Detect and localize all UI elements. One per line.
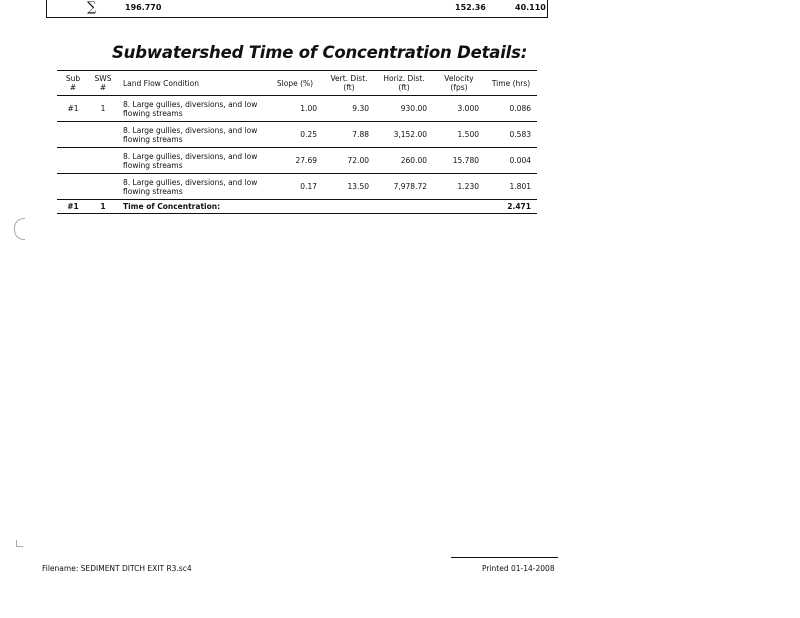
cell-horiz-dist: 7,978.72 [375,174,433,200]
scan-mark [14,218,25,240]
section-title: Subwatershed Time of Concentration Details: [112,43,528,62]
cell-slope: 0.17 [267,174,323,200]
cell-velocity: 15.780 [433,148,485,174]
total-sws: 1 [89,200,117,214]
summary-value-1: 152.36 [455,3,486,12]
total-label: Time of Concentration: [117,200,485,214]
cell-condition: 8. Large gullies, diversions, and low flowing streams [117,96,267,122]
header-land-flow-condition: Land Flow Condition [117,71,267,96]
footer-rule [451,557,558,558]
table-row [57,174,537,200]
cell-condition: 8. Large gullies, diversions, and low flowing streams [117,122,267,148]
summary-strip [46,0,548,18]
cell-sub [57,122,89,148]
cell-vert-dist: 7.88 [323,122,375,148]
total-time: 2.471 [485,200,537,214]
cell-horiz-dist: 260.00 [375,148,433,174]
footer-printed-date: Printed 01-14-2008 [482,564,555,573]
cell-sws: 1 [89,96,117,122]
table-row [57,148,537,174]
cell-sub [57,148,89,174]
cell-condition: 8. Large gullies, diversions, and low flowing streams [117,148,267,174]
cell-vert-dist: 13.50 [323,174,375,200]
cell-time: 0.086 [485,96,537,122]
cell-horiz-dist: 3,152.00 [375,122,433,148]
summary-total: 196.770 [125,3,162,12]
cell-vert-dist: 9.30 [323,96,375,122]
cell-horiz-dist: 930.00 [375,96,433,122]
cell-velocity: 1.230 [433,174,485,200]
header-sws: SWS # [89,71,117,96]
footer-filename: Filename: SEDIMENT DITCH EXIT R3.sc4 [42,564,192,573]
table-row [57,96,537,122]
cell-sws [89,148,117,174]
time-of-concentration-table [57,70,537,214]
cell-time: 1.801 [485,174,537,200]
header-vert-dist: Vert. Dist. (ft) [323,71,375,96]
cell-time: 0.004 [485,148,537,174]
summary-value-2: 40.110 [515,3,546,12]
table-row [57,122,537,148]
cell-velocity: 3.000 [433,96,485,122]
header-horiz-dist: Horiz. Dist. (ft) [375,71,433,96]
total-sub: #1 [57,200,89,214]
cell-vert-dist: 72.00 [323,148,375,174]
header-time: Time (hrs) [485,71,537,96]
cell-sws [89,122,117,148]
header-velocity: Velocity (fps) [433,71,485,96]
cell-slope: 27.69 [267,148,323,174]
cell-sub [57,174,89,200]
cell-slope: 0.25 [267,122,323,148]
cell-velocity: 1.500 [433,122,485,148]
total-row [57,200,537,214]
header-slope: Slope (%) [267,71,323,96]
sigma-symbol: ∑ [87,0,97,15]
cell-time: 0.583 [485,122,537,148]
table-header-row [57,71,537,96]
cell-sub: #1 [57,96,89,122]
scan-mark [16,540,23,547]
cell-condition: 8. Large gullies, diversions, and low flowing streams [117,174,267,200]
header-sub: Sub # [57,71,89,96]
cell-slope: 1.00 [267,96,323,122]
cell-sws [89,174,117,200]
